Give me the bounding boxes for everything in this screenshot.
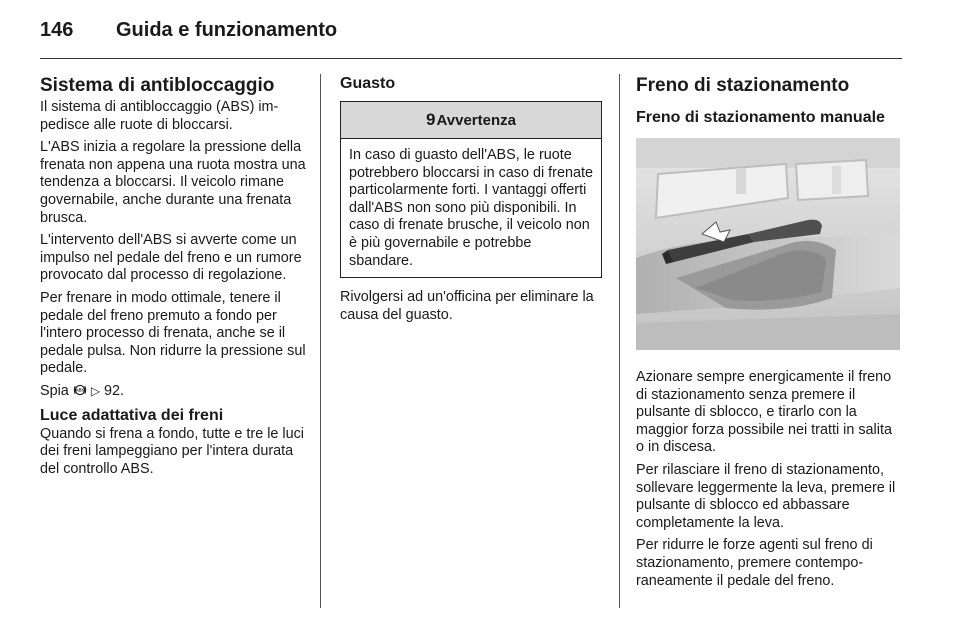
parking-brake-lever-photo <box>636 138 900 350</box>
spia-label: Spia <box>40 382 69 399</box>
warning-text: In caso di guasto dell'ABS, le ruote potrebbero bloccarsi in caso di frenate particolarmente forti. I vantaggi offerti dall'ABS non sono più disponibili. In caso di frenate brusche, il veicolo non è più governabile e potrebbe sbandare. <box>349 147 593 269</box>
column-guasto <box>340 74 603 329</box>
manual-parking-brake-heading: Freno di stazionamento manuale <box>636 109 885 126</box>
abs-paragraph: Per frenare in modo ottimale, tenere il pedale del freno premuto a fondo per l'intero processo di frenata, anche se il pedale pulsa. Non ridurre la pressione sul pedale. <box>40 289 306 377</box>
parking-brake-heading: Freno di stazionamento <box>636 75 850 96</box>
adaptive-brake-light-heading: Luce adattativa dei freni <box>40 406 224 424</box>
column-divider <box>320 74 321 608</box>
warning-triangle-icon: 9 <box>426 110 436 129</box>
parking-brake-paragraph: Azionare sempre energicamente il freno di stazionamento senza premere il pulsante di sblocco, e tirarlo con la maggior forza possibile nei tratti in salita o in discesa. <box>636 369 892 456</box>
abs-warning-icon <box>73 383 87 397</box>
parking-brake-paragraph: Per ridurre le forze agenti sul freno di stazionamento, premere contemporaneamente il pedale del freno. <box>636 537 873 589</box>
abs-paragraph: L'intervento dell'ABS si avverte come un impulso nel pedale del freno e un rumore provocato dal processo di regolazione. <box>40 232 302 284</box>
spia-reference <box>40 383 306 401</box>
abs-paragraph: L'ABS inizia a regolare la pressione della frenata non appena una ruota mostra una tendenza a bloccarsi. Il veicolo rimane governabile, anche durante una frenata brusca. <box>40 139 306 226</box>
guasto-heading: Guasto <box>340 75 396 92</box>
adaptive-brake-light-paragraph: Quando si frena a fondo, tutte e tre le luci dei freni lampeggiano per l'intera durata del controllo ABS. <box>40 425 304 477</box>
warning-body <box>341 139 601 277</box>
abs-paragraph: Il sistema di antibloccaggio (ABS) impedisce alle ruote di bloccarsi. <box>40 99 279 133</box>
svg-text:ABS: ABS <box>75 387 85 393</box>
warning-title-bar <box>341 102 601 139</box>
page-header <box>40 18 902 59</box>
warning-box <box>340 101 602 278</box>
guasto-paragraph: Rivolgersi ad un'officina per eliminare la causa del guasto. <box>340 289 594 323</box>
abs-heading: Sistema di antibloccaggio <box>40 75 275 96</box>
section-title: Guida e funzionamento <box>116 19 338 41</box>
column-divider <box>619 74 620 608</box>
cross-reference-arrow-icon: ▷ <box>90 383 101 398</box>
column-parking-brake <box>636 74 902 595</box>
parking-brake-paragraph: Per rilasciare il freno di stazionamento, sollevare leggermente la leva, premere il pulsante di sblocco ed abbassare completamente la leva. <box>636 461 896 531</box>
warning-title: Avvertenza <box>436 112 516 129</box>
page-number: 146 <box>40 19 74 41</box>
spia-page-ref[interactable]: 92. <box>104 382 125 399</box>
column-abs <box>40 74 306 483</box>
